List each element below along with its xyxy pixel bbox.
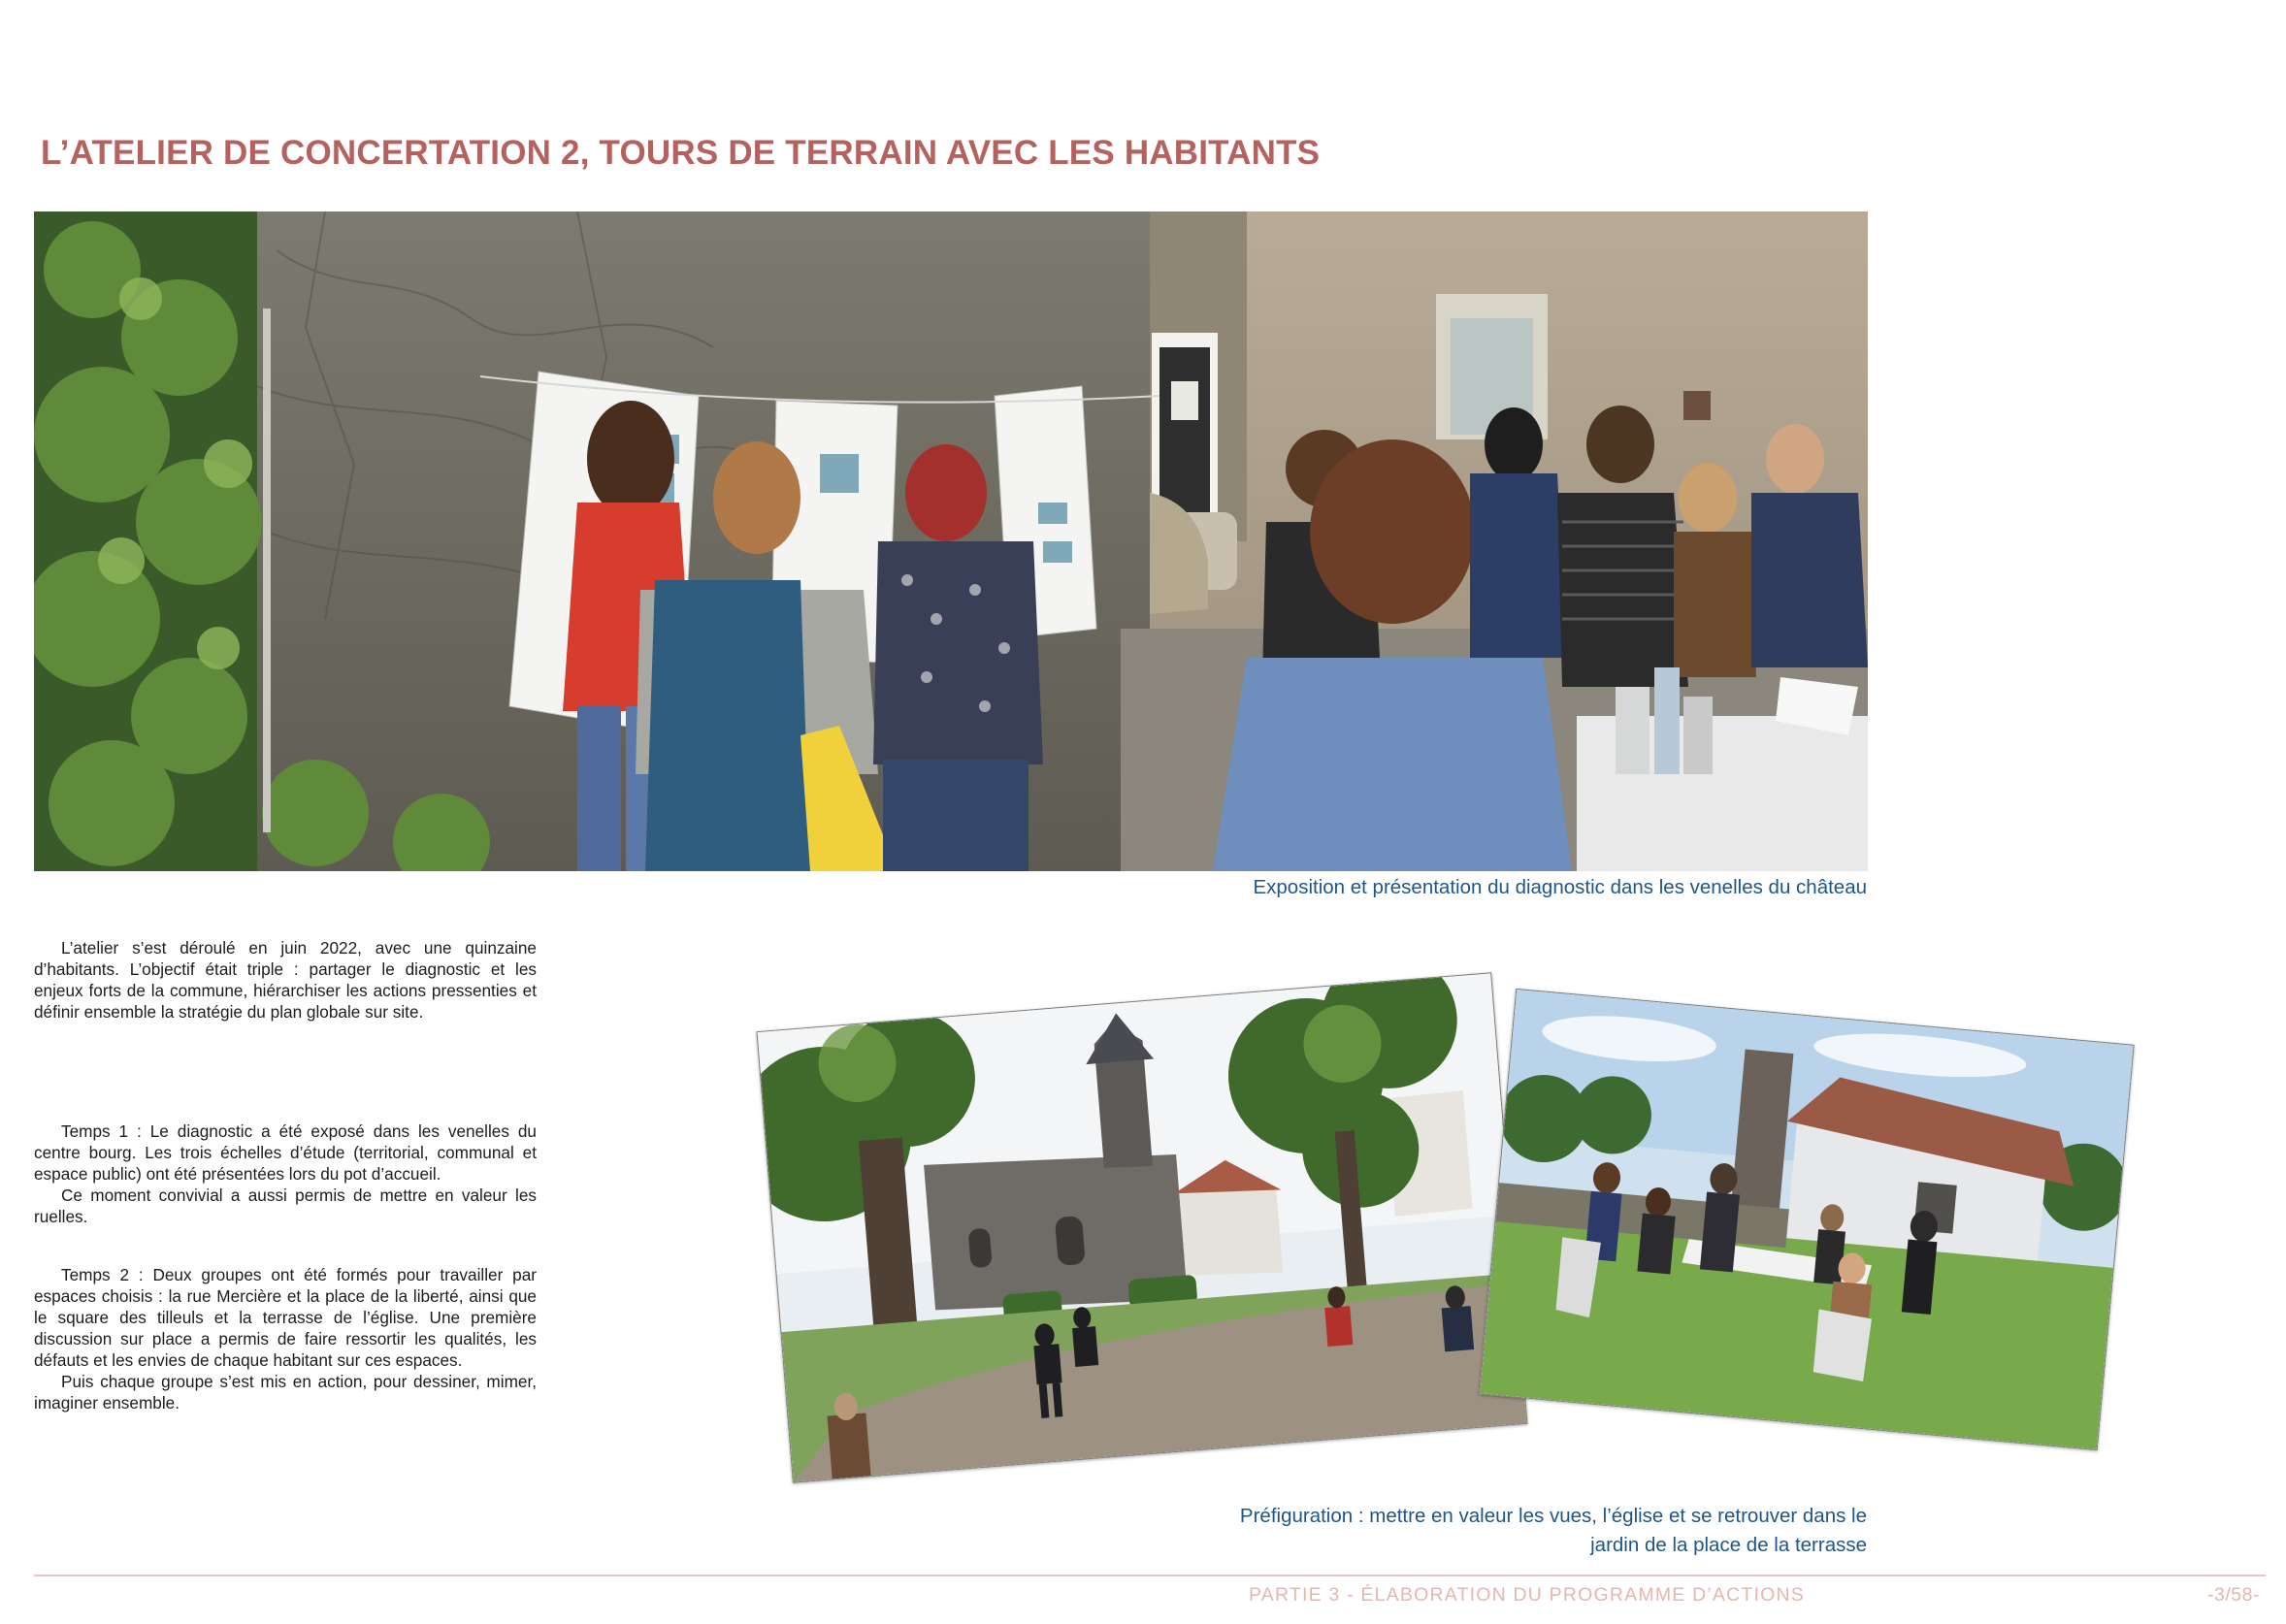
temps2-text: Temps 2 : Deux groupes ont été formés pour travailler par espaces choisis : la rue Mercière et la place de la liberté, ainsi que le square des tilleuls et la terrasse de l’église. Une première discussion sur place a permis de faire ressortir les qualités, les défauts et les envies de chaque habitant sur ces espaces.	[34, 1265, 537, 1370]
temps1-text-b: Ce moment convivial a aussi permis de mettre en valeur les ruelles.	[34, 1186, 537, 1226]
bottom-photos-caption: Préfiguration : mettre en valeur les vues, l’église et se retrouver dans le jardin de la place de la terrasse	[1239, 1505, 1867, 1556]
footer-divider	[34, 1575, 2266, 1576]
page-number: -3/58-	[2207, 1584, 2260, 1606]
intro-paragraph	[34, 937, 537, 1023]
intro-text: L’atelier s’est déroulé en juin 2022, avec une quinzaine d’habitants. L’objectif était triple : partager le diagnostic et les enjeux forts de la commune, hiérarchiser les actions pressenties et définir ensemble la stratégie du plan globale sur site.	[34, 938, 537, 1022]
photo-church-square	[756, 972, 1527, 1482]
photo-exposition-diagnostic	[34, 211, 1868, 871]
main-photo-caption: Exposition et présentation du diagnostic dans les venelles du château	[1253, 876, 1867, 898]
hero-photo-illustration	[34, 211, 1868, 871]
temps2-paragraph	[34, 1264, 537, 1413]
church-photo-illustration	[758, 973, 1527, 1481]
garden-photo-illustration	[1480, 990, 2133, 1449]
temps1-text: Temps 1 : Le diagnostic a été exposé dans les venelles du centre bourg. Les trois échelles d’étude (territorial, communal et espace public) ont été présentées lors du pot d’accueil.	[34, 1121, 537, 1184]
photo-garden-terrace	[1479, 989, 2134, 1450]
temps1-paragraph	[34, 1121, 537, 1227]
page-title: L’ATELIER DE CONCERTATION 2, TOURS DE TERRAIN AVEC LES HABITANTS	[41, 134, 1321, 172]
footer-section-title: PARTIE 3 - ÉLABORATION DU PROGRAMME D’ACTIONS	[1249, 1584, 1805, 1606]
temps2-text-b: Puis chaque groupe s’est mis en action, pour dessiner, mimer, imaginer ensemble.	[34, 1372, 537, 1413]
